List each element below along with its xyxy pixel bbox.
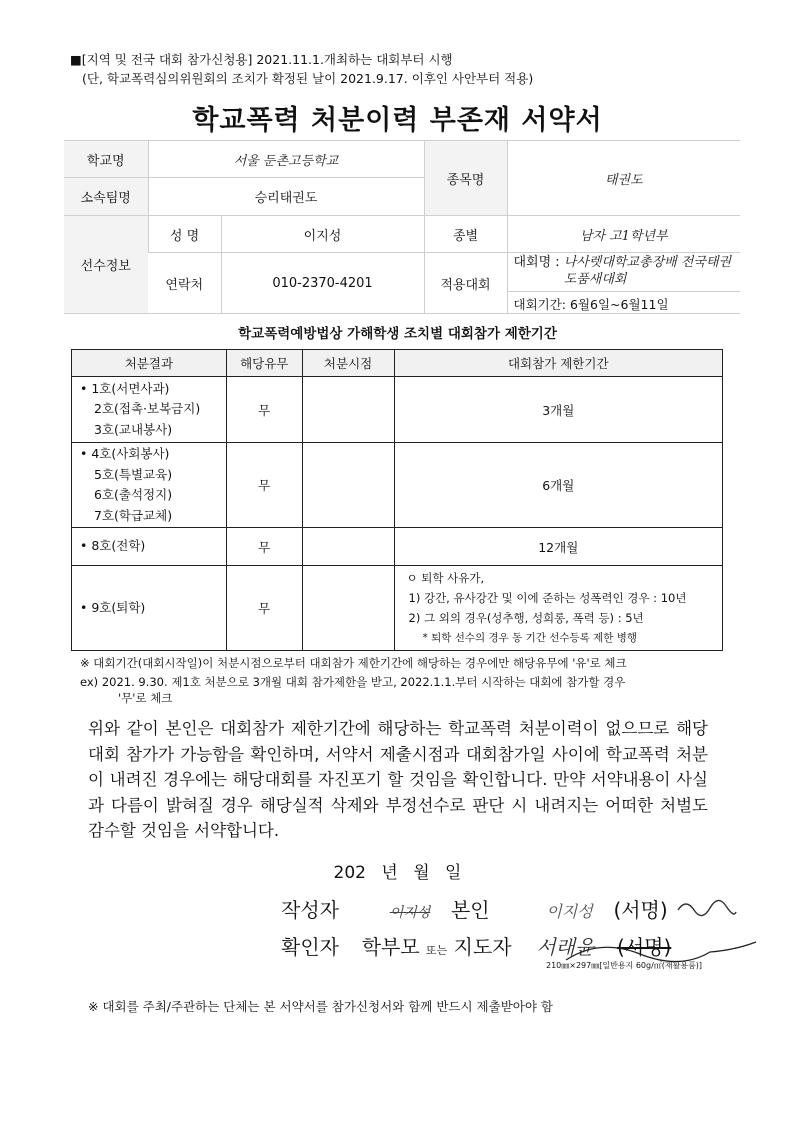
limit-line: * 퇴학 선수의 경우 동 기간 선수등록 제한 병행 (422, 632, 638, 644)
team-value: 승리태권도 (148, 178, 424, 216)
athlete-info-table (64, 140, 740, 314)
parent-label: 학부모 (361, 935, 420, 959)
athlete-info-label: 선수정보 (64, 216, 148, 314)
col-header-time: 처분시점 (302, 350, 394, 377)
col-header-applicable: 해당유무 (226, 350, 302, 377)
event-name-label: 대회명 : (513, 254, 560, 270)
time-cell (302, 566, 394, 651)
sport-value: 태권도 (507, 141, 740, 216)
table-row (72, 566, 723, 651)
col-header-result: 처분결과 (72, 350, 227, 377)
writer-label: 작성자 (281, 898, 339, 922)
col-header-limit: 대회참가 제한기간 (394, 350, 723, 377)
school-value: 서울 둔촌고등학교 (148, 141, 424, 178)
event-label: 적용대회 (424, 253, 507, 314)
applicable-cell: 무 (226, 566, 302, 651)
sport-label: 종목명 (424, 141, 507, 216)
result-item: • 1호(서면사과) (80, 380, 170, 396)
result-item: 5호(특별교육) (94, 466, 173, 482)
date-line: 202 년 월 일 (333, 863, 462, 883)
event-name-value: 나사렛대학교총장배 전국태권도품새대회 (563, 254, 732, 287)
limits-example: ex) 2021. 9.30. 제1호 처분으로 3개월 대회 참가제한을 받고, 2022.1.1.부터 시작하는 대회에 참가할 경우 (80, 675, 626, 689)
school-label: 학교명 (64, 141, 148, 178)
event-period: 대회기간: 6월6일~6월11일 (508, 291, 741, 313)
applicable-cell: 무 (226, 377, 302, 443)
limits-example-cont: '무'로 체크 (118, 691, 173, 705)
limit-line: 2) 그 외의 경우(성추행, 성희롱, 폭력 등) : 5년 (408, 611, 644, 625)
category-value: 남자 고1학년부 (507, 216, 740, 253)
limits-table (71, 349, 723, 651)
applicable-cell: 무 (226, 443, 302, 528)
limit-cell: 3개월 (394, 377, 723, 443)
writer-name: 이지성 (389, 905, 431, 921)
category-label: 종별 (424, 216, 507, 253)
contact-value: 010-2370-4201 (221, 253, 424, 314)
result-item: • 4호(사회봉사) (80, 446, 170, 461)
time-cell (302, 443, 394, 528)
or-label: 또는 (426, 944, 448, 957)
name-label: 성 명 (148, 216, 221, 253)
result-cell (72, 528, 227, 566)
result-item: 3호(교내봉사) (94, 421, 173, 437)
paper-spec: 210㎜×297㎜[일반용지 60g/㎡(재활용품)] (546, 961, 703, 970)
confirmer-label: 확인자 (281, 935, 339, 959)
limits-subtitle: 학교폭력예방법상 가해학생 조치별 대회참가 제한기간 (238, 326, 557, 342)
writer-handwritten-sign: 이지성 (546, 902, 593, 921)
limit-line: ㅇ 퇴학 사유가, (406, 571, 485, 585)
team-label: 소속팀명 (64, 178, 148, 216)
coach-label: 지도자 (453, 935, 512, 959)
result-cell (72, 566, 227, 651)
result-cell (72, 443, 227, 528)
result-item: • 9호(퇴학) (80, 599, 146, 615)
coach-handwritten-sign: 서래윤 (536, 935, 595, 959)
result-item: 2호(접촉·보복금지) (94, 401, 201, 417)
limit-cell (394, 566, 723, 651)
time-cell (302, 528, 394, 566)
contact-label: 연락처 (148, 253, 221, 314)
document-title: 학교폭력 처분이력 부존재 서약서 (192, 105, 603, 136)
header-notice: ■[지역 및 전국 대회 참가신청용] 2021.11.1.개최하는 대회부터 시행 (70, 52, 453, 67)
sign-label-2: (서명) (617, 935, 672, 959)
result-item: • 8호(전학) (80, 538, 146, 554)
footer-note: ※ 대회를 주최/주관하는 단체는 본 서약서를 참가신청서와 함께 반드시 제출받아야 함 (88, 999, 553, 1014)
limit-cell: 6개월 (394, 443, 723, 528)
limit-line: 1) 강간, 유사강간 및 이에 준하는 성폭력인 경우 : 10년 (408, 591, 687, 605)
result-item: 6호(출석정지) (94, 487, 173, 502)
result-cell (72, 377, 227, 443)
table-row (72, 443, 723, 528)
self-label: 본인 (450, 898, 490, 922)
limits-note: ※ 대회기간(대회시작일)이 처분시점으로부터 대회참가 제한기간에 해당하는 경우에만 해당유무에 '유'로 체크 (80, 656, 627, 670)
event-cell (507, 253, 740, 314)
table-row (72, 528, 723, 566)
header-notice-sub: (단, 학교폭력심의위원회의 조치가 확정된 날이 2021.9.17. 이후인 사안부터 적용) (82, 71, 534, 86)
pledge-text: 위와 같이 본인은 대회참가 제한기간에 해당하는 학교폭력 처분이력이 없으므로 해당 대회 참가가 가능함을 확인하며, 서약서 제출시점과 대회참가일 사이에 학교폭력 처분이 내려진 경우에는 해당대회를 자진포기 할 것임을 확인합니다. 만약 서약내용이 사실과 다름이 밝혀질 경우 해당실적 삭제와 부정선수로 판단 시 내려지는 어떠한 처벌도 감수할 것임을 서약합니다. (88, 719, 708, 840)
table-row (72, 377, 723, 443)
signature-scribble (676, 896, 738, 922)
writer-signature-line (281, 894, 668, 923)
result-item: 7호(학급교체) (94, 507, 173, 523)
time-cell (302, 377, 394, 443)
sign-label: (서명) (613, 898, 668, 922)
name-value: 이지성 (221, 216, 424, 253)
applicable-cell: 무 (226, 528, 302, 566)
limit-cell: 12개월 (394, 528, 723, 566)
